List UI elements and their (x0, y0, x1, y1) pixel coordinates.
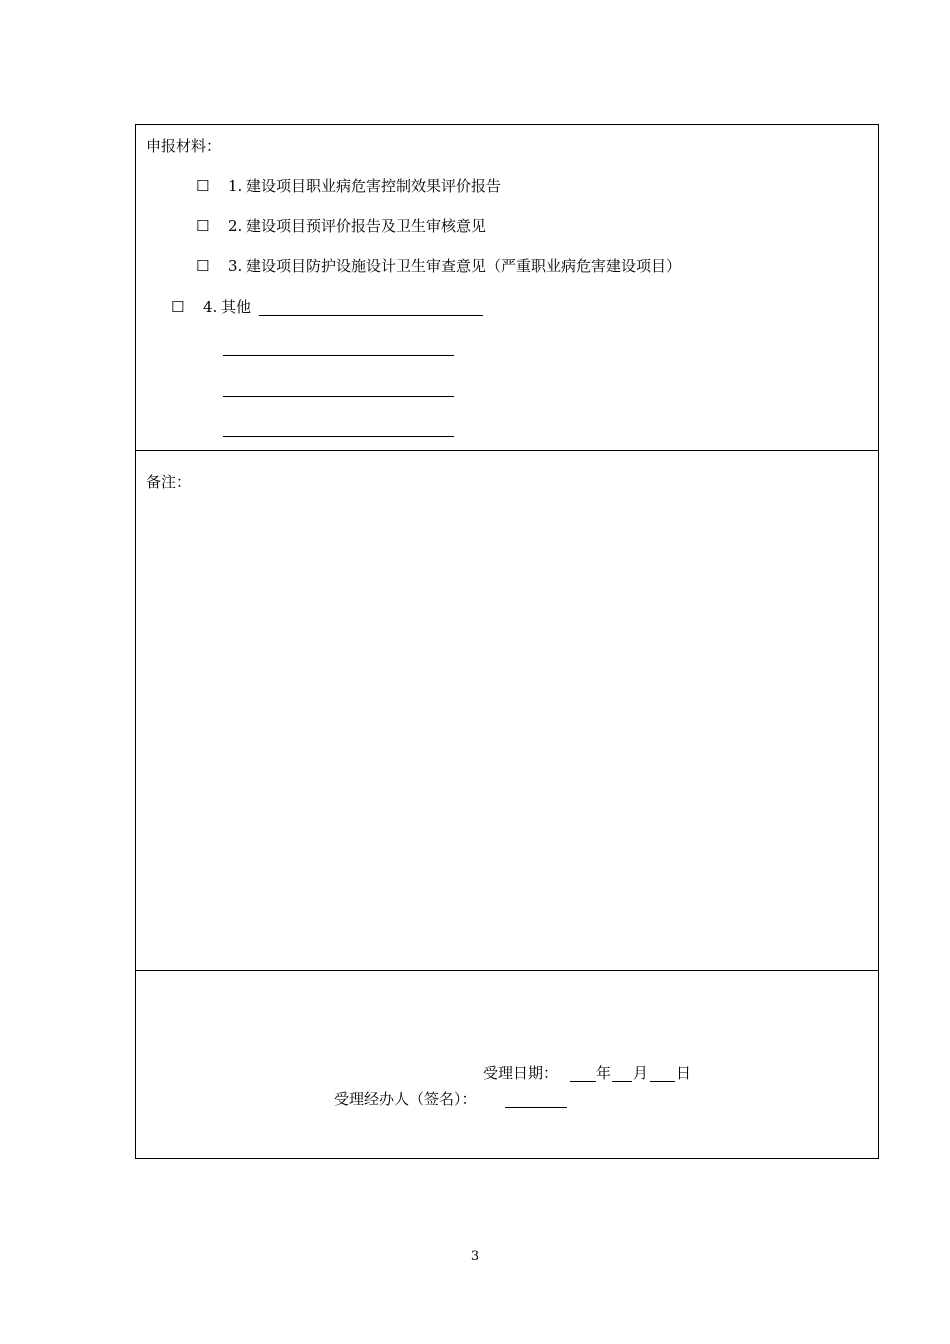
handler-signature-label: 受理经办人（签名）： (334, 1090, 477, 1108)
acceptance-section (136, 971, 878, 1160)
materials-heading: 申报材料： (146, 137, 222, 155)
handler-signature-line[interactable] (505, 1107, 567, 1108)
year-label: 年 (596, 1064, 612, 1082)
day-label: 日 (676, 1064, 692, 1082)
acceptance-date-label: 受理日期： (483, 1064, 559, 1082)
month-label: 月 (633, 1064, 649, 1082)
checkbox-icon[interactable]: ☐ (196, 177, 210, 195)
month-fill-line[interactable] (612, 1081, 632, 1082)
checkbox-icon[interactable]: ☐ (196, 257, 210, 275)
remarks-heading: 备注： (146, 473, 192, 491)
day-fill-line[interactable] (650, 1081, 675, 1082)
material-item-label: 建设项目防护设施设计卫生审查意见（严重职业病危害建设项目） (246, 257, 682, 275)
remarks-section[interactable] (136, 451, 878, 971)
materials-section (136, 125, 878, 451)
application-form (135, 124, 879, 1159)
material-item-label: 建设项目职业病危害控制效果评价报告 (246, 177, 502, 195)
material-item-number: 3. (228, 257, 243, 275)
material-item-number: 4. (203, 298, 218, 316)
year-fill-line[interactable] (570, 1081, 596, 1082)
material-item-label: 其他 (221, 298, 252, 316)
material-item-label: 建设项目预评价报告及卫生审核意见 (246, 217, 487, 235)
other-fill-line-extra[interactable] (223, 436, 454, 437)
material-item-number: 1. (228, 177, 243, 195)
checkbox-icon[interactable]: ☐ (171, 298, 185, 316)
other-fill-line-extra[interactable] (223, 396, 454, 397)
page-number: 3 (470, 1249, 480, 1264)
other-fill-line-extra[interactable] (223, 355, 454, 356)
other-fill-line[interactable] (259, 315, 483, 316)
checkbox-icon[interactable]: ☐ (196, 217, 210, 235)
material-item-number: 2. (228, 217, 243, 235)
